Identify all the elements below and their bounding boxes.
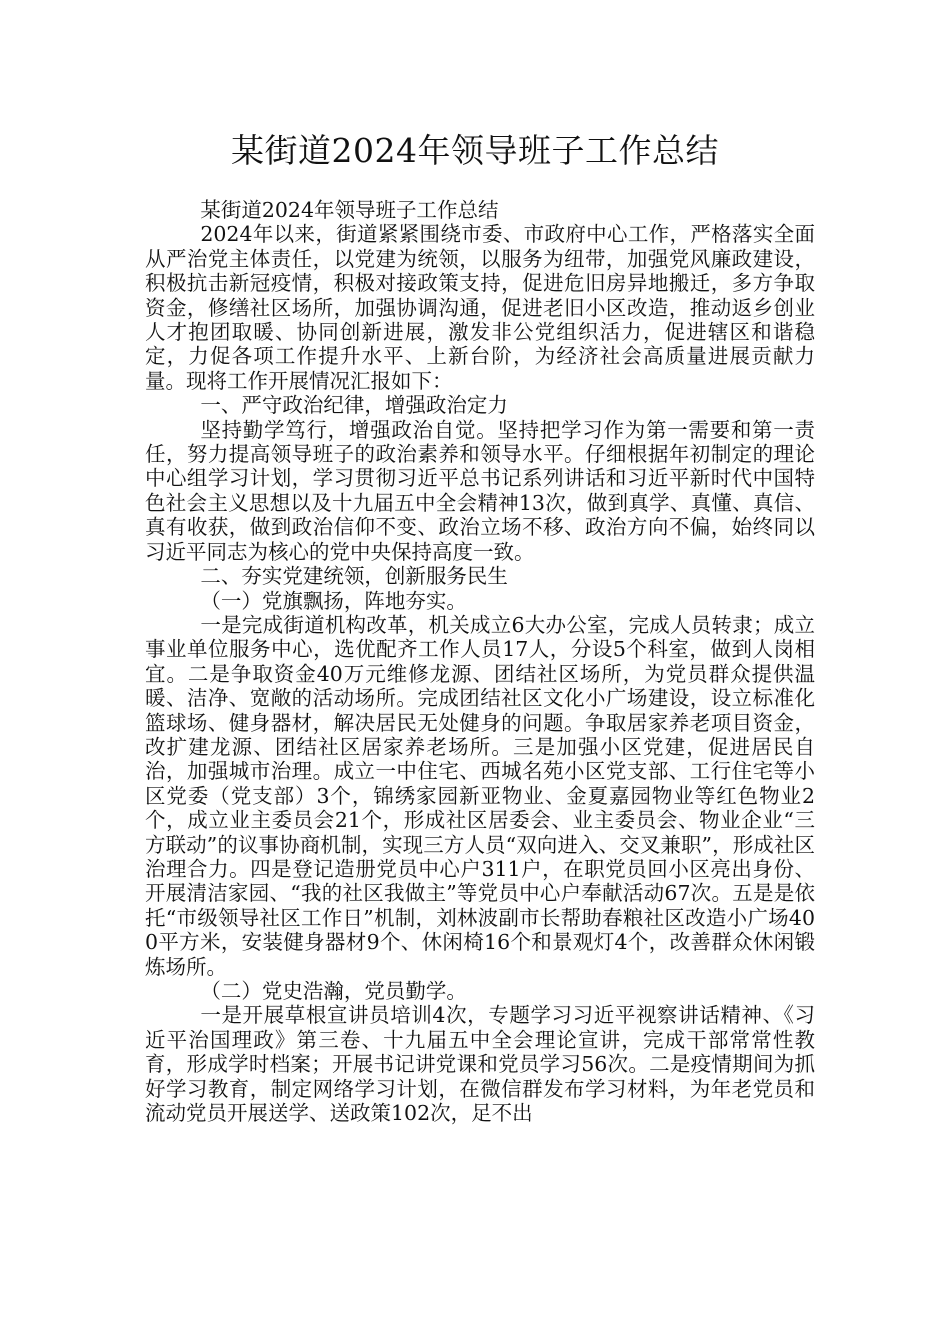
subsection-1-paragraph: 一是完成街道机构改革，机关成立6大办公室，完成人员转隶；成立事业单位服务中心，选优配齐工作人员17人，分设5个科室，做到人岗相宜。二是争取资金40万元维修龙源、团结社区场所，为党员群众提供温暖、洁净、宽敞的活动场所。完成团结社区文化小广场建设，设立标准化篮球场、健身器材，解决居民无处健身的问题。争取居家养老项目资金，改扩建龙源、团结社区居家养老场所。三是加强小区党建，促进居民自治，加强城市治理。成立一中住宅、西城名苑小区党支部、工行住宅等小区党委（党支部）3个，锦绣家园新亚物业、金夏嘉园物业等红色物业2个，成立业主委员会21个，形成社区居委会、业主委员会、物业企业“三方联动”的议事协商机制，实现三方人员“双向进入、交叉兼职”，形成社区治理合力。四是登记造册党员中心户311户，在职党员回小区亮出身份、开展清洁家园、“我的社区我做主”等党员中心户奉献活动67次。五是是依托“市级领导社区工作日”机制，刘林波副市长帮助春粮社区改造小广场400平方米，安装健身器材9个、休闲椅16个和景观灯4个，改善群众休闲锻炼场所。 — [145, 612, 815, 979]
document-title: 某街道2024年领导班子工作总结 — [231, 131, 719, 170]
intro-paragraph: 2024年以来，街道紧紧围绕市委、市政府中心工作，严格落实全面从严治党主体责任，以党建为统领，以服务为纽带，加强党风廉政建设，积极抗击新冠疫情，积极对接政策支持，促进危旧房异地搬迁，多方争取资金，修缮社区场所，加强协调沟通，促进老旧小区改造，推动返乡创业人才抱团取暖、协同创新进展，激发非公党组织活力，促进辖区和谐稳定，力促各项工作提升水平、上新台阶，为经济社会高质量进展贡献力量。现将工作开展情况汇报如下： — [145, 222, 815, 393]
document-body — [145, 198, 815, 1125]
repeated-title-paragraph: 某街道2024年领导班子工作总结 — [200, 198, 499, 222]
section-heading-1: 一、严守政治纪律，增强政治定力 — [200, 393, 508, 418]
subsection-heading-2: （二）党史浩瀚，党员勤学。 — [200, 979, 467, 1003]
subsection-heading-1: （一）党旗飘扬，阵地夯实。 — [200, 588, 467, 613]
section-1-paragraph: 坚持勤学笃行，增强政治自觉。坚持把学习作为第一需要和第一责任，努力提高领导班子的政治素养和领导水平。仔细根据年初制定的理论中心组学习计划，学习贯彻习近平总书记系列讲话和习近平新时代中国特色社会主义思想以及十九届五中全会精神13次，做到真学、真懂、真信、真有收获，做到政治信仰不变、政治立场不移、政治方向不偏，始终同以习近平同志为核心的党中央保持高度一致。 — [145, 417, 815, 564]
section-heading-2: 二、夯实党建统领，创新服务民生 — [200, 564, 508, 589]
subsection-2-paragraph: 一是开展草根宣讲员培训4次，专题学习习近平视察讲话精神、《习近平治国理政》第三卷、十九届五中全会理论宣讲，完成干部常常性教育，形成学时档案；开展书记讲党课和党员学习56次。二是疫情期间为抓好学习教育，制定网络学习计划，在微信群发布学习材料，为年老党员和流动党员开展送学、送政策102次，足不出 — [145, 1003, 815, 1126]
